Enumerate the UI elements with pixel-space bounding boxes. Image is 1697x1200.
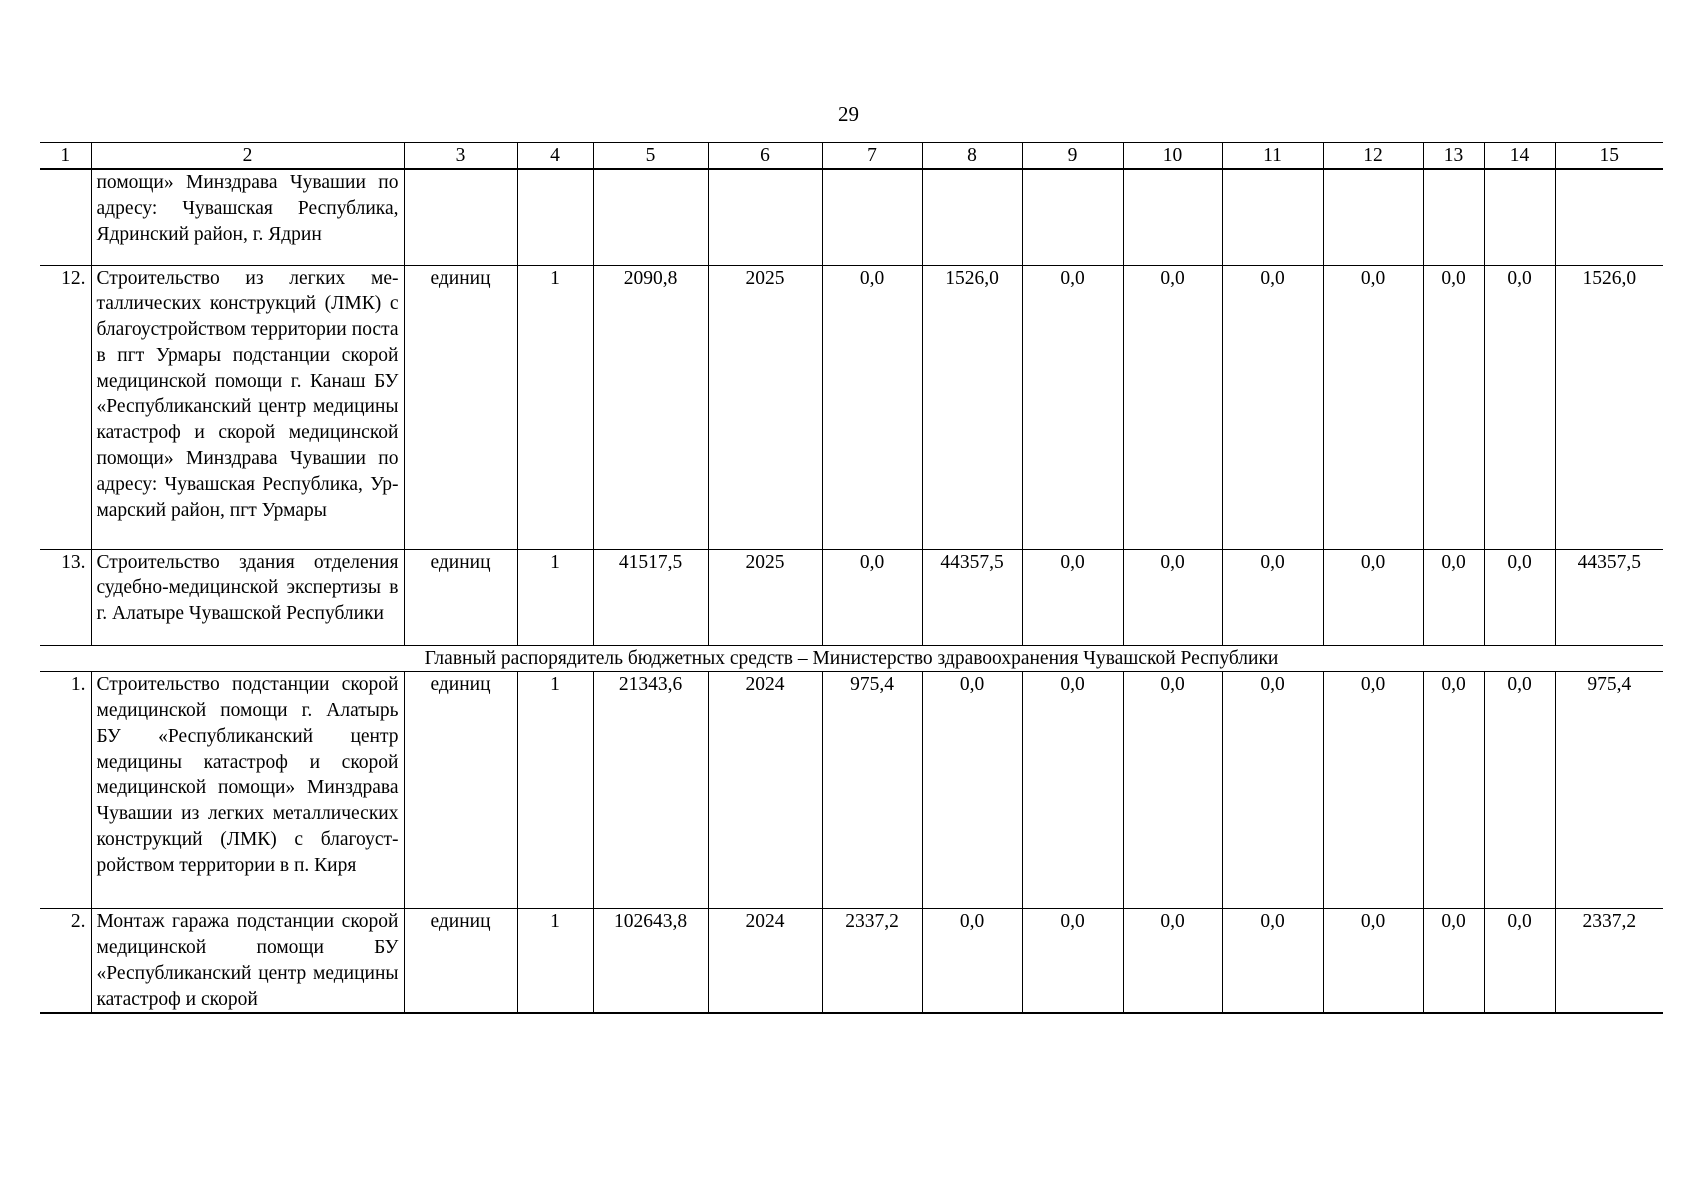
value-cell: 0,0 <box>1484 909 1555 1014</box>
value-cell <box>1222 169 1323 265</box>
column-header: 14 <box>1484 143 1555 170</box>
value-cell: 2337,2 <box>822 909 922 1014</box>
value-cell: 1 <box>517 265 593 549</box>
column-header: 15 <box>1555 143 1663 170</box>
value-cell: 44357,5 <box>922 549 1022 645</box>
value-cell: 0,0 <box>1423 265 1484 549</box>
value-cell: 0,0 <box>1484 265 1555 549</box>
column-header: 12 <box>1323 143 1423 170</box>
value-cell: 41517,5 <box>593 549 708 645</box>
column-header: 7 <box>822 143 922 170</box>
value-cell: 0,0 <box>1323 549 1423 645</box>
value-cell: 0,0 <box>1222 672 1323 909</box>
value-cell <box>1022 169 1123 265</box>
value-cell: 0,0 <box>1022 265 1123 549</box>
value-cell <box>517 169 593 265</box>
value-cell: 0,0 <box>1222 265 1323 549</box>
value-cell: 0,0 <box>922 672 1022 909</box>
value-cell: 2025 <box>708 549 822 645</box>
value-cell: 0,0 <box>1222 549 1323 645</box>
row-number <box>40 169 91 265</box>
value-cell: 1 <box>517 672 593 909</box>
object-name: помощи» Минздрава Чувашии по адресу: Чувашская Республика, Ядринский район, г. Ядрин <box>91 169 404 265</box>
value-cell: 0,0 <box>1484 549 1555 645</box>
section-row <box>40 645 1663 672</box>
value-cell: 0,0 <box>1022 549 1123 645</box>
column-header: 5 <box>593 143 708 170</box>
column-header: 6 <box>708 143 822 170</box>
value-cell: 0,0 <box>1123 672 1222 909</box>
column-header: 8 <box>922 143 1022 170</box>
value-cell: 0,0 <box>1323 909 1423 1014</box>
table-row <box>40 265 1663 549</box>
value-cell: 2024 <box>708 672 822 909</box>
value-cell: 0,0 <box>1222 909 1323 1014</box>
section-title: Главный распорядитель бюджетных средств – Министерство здравоохранения Чувашской Республики <box>40 645 1663 672</box>
unit-cell: единиц <box>404 909 517 1014</box>
value-cell: 975,4 <box>822 672 922 909</box>
column-header: 10 <box>1123 143 1222 170</box>
value-cell: 44357,5 <box>1555 549 1663 645</box>
value-cell <box>1555 169 1663 265</box>
unit-cell <box>404 169 517 265</box>
value-cell: 975,4 <box>1555 672 1663 909</box>
row-number: 12. <box>40 265 91 549</box>
column-header: 11 <box>1222 143 1323 170</box>
object-name: Монтаж гаража подстанции скорой медицинской помощи БУ «Республиканский центр медицины катастроф и скорой <box>91 909 404 1014</box>
table-row <box>40 672 1663 909</box>
column-header: 13 <box>1423 143 1484 170</box>
table-row <box>40 169 1663 265</box>
table-row <box>40 909 1663 1014</box>
value-cell: 2025 <box>708 265 822 549</box>
value-cell: 0,0 <box>1484 672 1555 909</box>
value-cell: 0,0 <box>1022 672 1123 909</box>
value-cell <box>922 169 1022 265</box>
value-cell: 0,0 <box>822 265 922 549</box>
value-cell: 1526,0 <box>922 265 1022 549</box>
value-cell: 2024 <box>708 909 822 1014</box>
unit-cell: единиц <box>404 265 517 549</box>
value-cell: 1 <box>517 549 593 645</box>
column-header: 2 <box>91 143 404 170</box>
value-cell: 2337,2 <box>1555 909 1663 1014</box>
table-header-row <box>40 143 1663 170</box>
column-header: 1 <box>40 143 91 170</box>
value-cell: 0,0 <box>1423 549 1484 645</box>
value-cell: 0,0 <box>1423 672 1484 909</box>
value-cell <box>593 169 708 265</box>
value-cell: 0,0 <box>822 549 922 645</box>
value-cell: 0,0 <box>922 909 1022 1014</box>
unit-cell: единиц <box>404 672 517 909</box>
value-cell: 0,0 <box>1423 909 1484 1014</box>
value-cell: 1526,0 <box>1555 265 1663 549</box>
value-cell: 0,0 <box>1123 549 1222 645</box>
value-cell <box>1484 169 1555 265</box>
value-cell: 2090,8 <box>593 265 708 549</box>
column-header: 3 <box>404 143 517 170</box>
table-row <box>40 549 1663 645</box>
value-cell <box>708 169 822 265</box>
object-name: Строительство здания отделения судебно-медицинской экспертизы в г. Алатыре Чувашской Республики <box>91 549 404 645</box>
value-cell: 0,0 <box>1022 909 1123 1014</box>
row-number: 2. <box>40 909 91 1014</box>
value-cell: 0,0 <box>1123 909 1222 1014</box>
column-header: 4 <box>517 143 593 170</box>
value-cell: 0,0 <box>1323 265 1423 549</box>
object-name: Строительство подстанции скорой медицинской помощи г. Алатырь БУ «Республиканский центр медицины катастроф и скорой медицинской помощи» Минздрава Чувашии из легких металлических конструкций (ЛМК) с благоустройством территории в п. Киря <box>91 672 404 909</box>
page-number: 29 <box>838 102 859 126</box>
value-cell <box>1423 169 1484 265</box>
value-cell: 1 <box>517 909 593 1014</box>
object-name: Строительство из легких металлических конструкций (ЛМК) с благоустройством территории поста в пгт Урмары подстанции скорой медицинской помощи г. Канаш БУ «Республиканский центр медицины катастроф и скорой медицинской помощи» Минздрава Чувашии по адресу: Чувашская Республика, Урмарский район, пгт Урмары <box>91 265 404 549</box>
value-cell: 0,0 <box>1123 265 1222 549</box>
unit-cell: единиц <box>404 549 517 645</box>
value-cell: 102643,8 <box>593 909 708 1014</box>
investment-table <box>40 142 1663 1014</box>
value-cell <box>822 169 922 265</box>
value-cell: 0,0 <box>1323 672 1423 909</box>
value-cell <box>1123 169 1222 265</box>
value-cell: 21343,6 <box>593 672 708 909</box>
column-header: 9 <box>1022 143 1123 170</box>
row-number: 1. <box>40 672 91 909</box>
value-cell <box>1323 169 1423 265</box>
row-number: 13. <box>40 549 91 645</box>
